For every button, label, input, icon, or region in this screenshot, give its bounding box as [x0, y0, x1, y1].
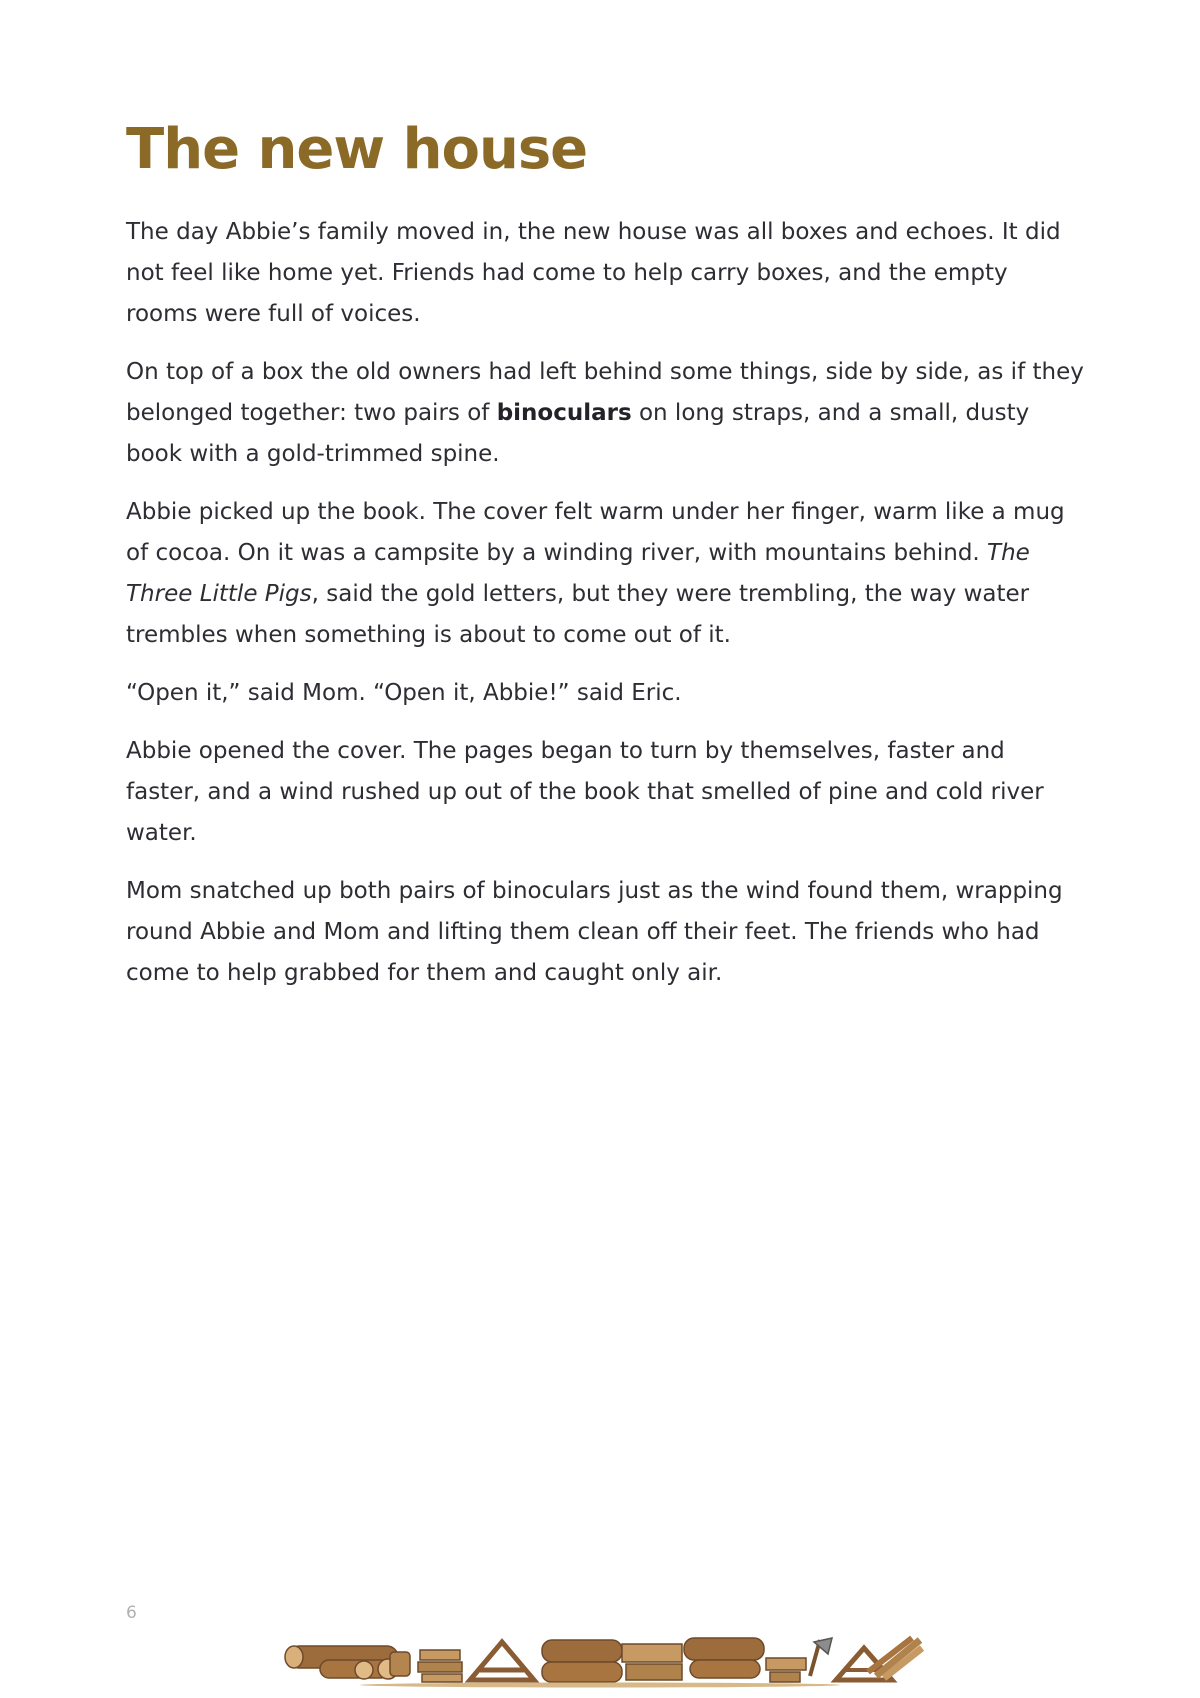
paragraph-3-start: Abbie picked up the book. The cover felt warm under her finger, warm like a mug of cocoa. On it was a campsite by a winding river, with mountains behind. [126, 499, 1065, 566]
paragraph-2 [126, 352, 1086, 475]
paragraph-3 [126, 492, 1086, 656]
paragraph-2-end: on long straps, and a small, dusty book with a gold-trimmed spine. [126, 400, 1030, 467]
book-title-italic: The Three Little Pigs [126, 540, 1030, 607]
paragraph-4: “Open it,” said Mom. “Open it, Abbie!” said Eric. [126, 680, 682, 706]
paragraph-3-end: , said the gold letters, but they were trembling, the way water trembles when something is about to come out of it. [126, 581, 1030, 648]
paragraph-1: The day Abbie’s family moved in, the new house was all boxes and echoes. It did not feel like home yet. Friends had come to help carry boxes, and the empty rooms were full of voices. [126, 219, 1061, 327]
log-pile-icon [280, 1632, 924, 1688]
page-number: 6 [126, 1603, 137, 1623]
page-title: The new house [126, 117, 588, 182]
story-text [126, 212, 1086, 1011]
binoculars-bold: binoculars [496, 400, 632, 426]
paragraph-5: Abbie opened the cover. The pages began to turn by themselves, faster and faster, and a wind rushed up out of the book that smelled of pine and cold river water. [126, 738, 1044, 846]
paragraph-2-start: On top of a box the old owners had left behind some things, side by side, as if they belonged together: two pairs of [126, 359, 1084, 426]
paragraph-6: Mom snatched up both pairs of binoculars just as the wind found them, wrapping round Abbie and Mom and lifting them clean off their feet. The friends who had come to help grabbed for them and caught only air. [126, 878, 1063, 986]
